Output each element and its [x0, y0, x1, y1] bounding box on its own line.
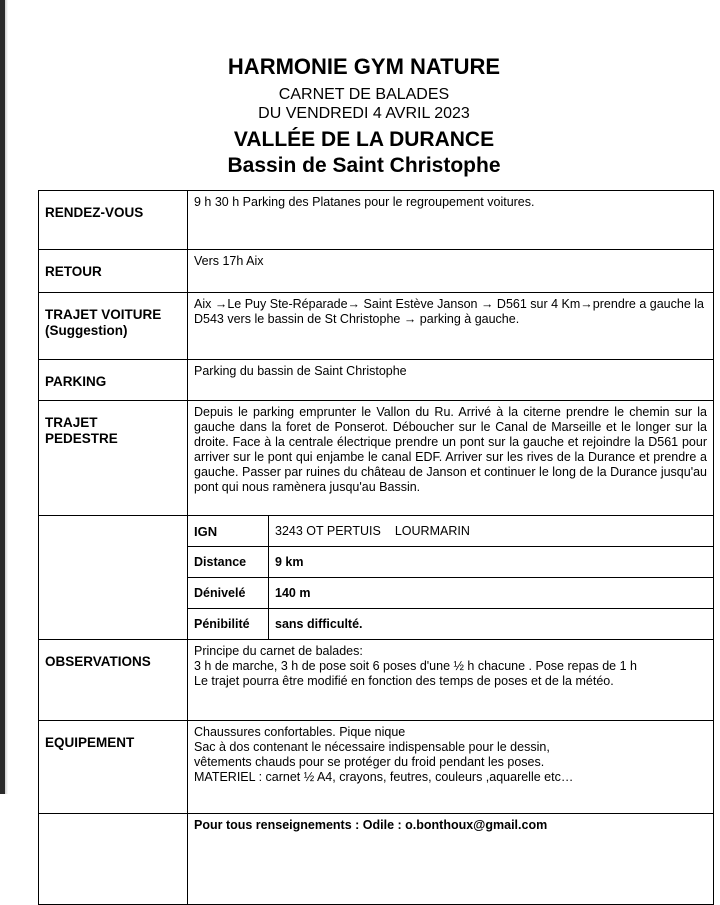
label-trajet-pedestre-line2: PEDESTRE — [45, 431, 118, 446]
label-trajet-voiture-line2: (Suggestion) — [45, 323, 128, 338]
row-trajet-pedestre — [39, 401, 714, 516]
details-cell — [188, 516, 714, 640]
ign-place: LOURMARIN — [394, 524, 470, 538]
row-parking — [39, 360, 714, 401]
row-observations — [39, 640, 714, 721]
label-equipement: EQUIPEMENT — [39, 721, 188, 814]
value-denivele: 140 m — [269, 578, 714, 609]
label-distance: Distance — [188, 547, 269, 578]
label-retour: RETOUR — [39, 250, 188, 293]
value-rendez-vous: 9 h 30 h Parking des Platanes pour le regroupement voitures. — [188, 191, 714, 250]
value-contact: Pour tous renseignements : Odile : o.bonthoux@gmail.com — [188, 814, 714, 905]
details-empty-label — [39, 516, 188, 640]
value-parking: Parking du bassin de Saint Christophe — [188, 360, 714, 401]
row-retour — [39, 250, 714, 293]
observations-line2: 3 h de marche, 3 h de pose soit 6 poses d'une ½ h chacune . Pose repas de 1 h — [194, 659, 637, 673]
row-denivele — [188, 578, 713, 609]
value-retour: Vers 17h Aix — [188, 250, 714, 293]
row-trajet-voiture — [39, 293, 714, 360]
page-title: HARMONIE GYM NATURE — [227, 54, 501, 79]
label-rendez-vous: RENDEZ-VOUS — [39, 191, 188, 250]
value-penibilite: sans difficulté. — [269, 609, 714, 640]
window-left-border — [0, 0, 8, 794]
row-equipement — [39, 721, 714, 814]
value-distance: 9 km — [269, 547, 714, 578]
equipement-line3: vêtements chauds pour se protéger du froid pendant les poses. — [194, 755, 545, 769]
heading-basin: Bassin de Saint Christophe — [227, 154, 501, 177]
label-observations: OBSERVATIONS — [39, 640, 188, 721]
row-contact — [39, 814, 714, 905]
label-parking: PARKING — [39, 360, 188, 401]
observations-line1: Principe du carnet de balades: — [194, 644, 363, 658]
contact-empty-label — [39, 814, 188, 905]
label-trajet-voiture — [39, 293, 188, 360]
equipement-line1: Chaussures confortables. Pique nique — [194, 725, 406, 739]
value-equipement — [188, 721, 714, 814]
subtitle-carnet: CARNET DE BALADES — [278, 86, 450, 103]
value-ign — [269, 516, 714, 547]
label-trajet-pedestre-line1: TRAJET — [45, 415, 98, 430]
row-distance — [188, 547, 713, 578]
label-penibilite: Pénibilité — [188, 609, 269, 640]
label-trajet-voiture-line1: TRAJET VOITURE — [45, 307, 162, 322]
row-penibilite — [188, 609, 713, 640]
equipement-line4: MATERIEL : carnet ½ A4, crayons, feutres, couleurs ,aquarelle etc… — [194, 770, 574, 784]
row-ign — [188, 516, 713, 547]
ign-map: 3243 OT PERTUIS — [275, 524, 381, 538]
subtitle-date: DU VENDREDI 4 AVRIL 2023 — [258, 105, 470, 122]
value-trajet-pedestre: Depuis le parking emprunter le Vallon du Ru. Arrivé à la citerne prendre le chemin sur la gauche dans la foret de Ponserot. Déboucher sur le Canal de Marseille et le longer sur la droite. Face à la centrale électrique prendre un pont sur la gauche et rejoindre la D561 pour arriver sur le pont qui enjambe le canal EDF. Arriver sur les rives de la Durance et prendre a gauche. Passer par ruines du château de Janson et continuer le long de la Durance jusqu'au pont qui nous ramènera jusqu'au Bassin. — [188, 401, 714, 516]
observations-line3: Le trajet pourra être modifié en fonction des temps de poses et de la météo. — [194, 674, 614, 688]
value-observations — [188, 640, 714, 721]
label-trajet-pedestre — [39, 401, 188, 516]
details-table — [188, 516, 713, 639]
value-trajet-voiture: Aix →Le Puy Ste-Réparade→ Saint Estève Janson → D561 sur 4 Km→prendre a gauche la D543 vers le bassin de St Christophe → parking à gauche. — [188, 293, 714, 360]
equipement-line2: Sac à dos contenant le nécessaire indispensable pour le dessin, — [194, 740, 550, 754]
row-details — [39, 516, 714, 640]
label-ign: IGN — [188, 516, 269, 547]
row-rendez-vous — [39, 191, 714, 250]
info-table — [38, 190, 714, 905]
heading-valley: VALLÉE DE LA DURANCE — [233, 128, 495, 151]
label-denivele: Dénivelé — [188, 578, 269, 609]
